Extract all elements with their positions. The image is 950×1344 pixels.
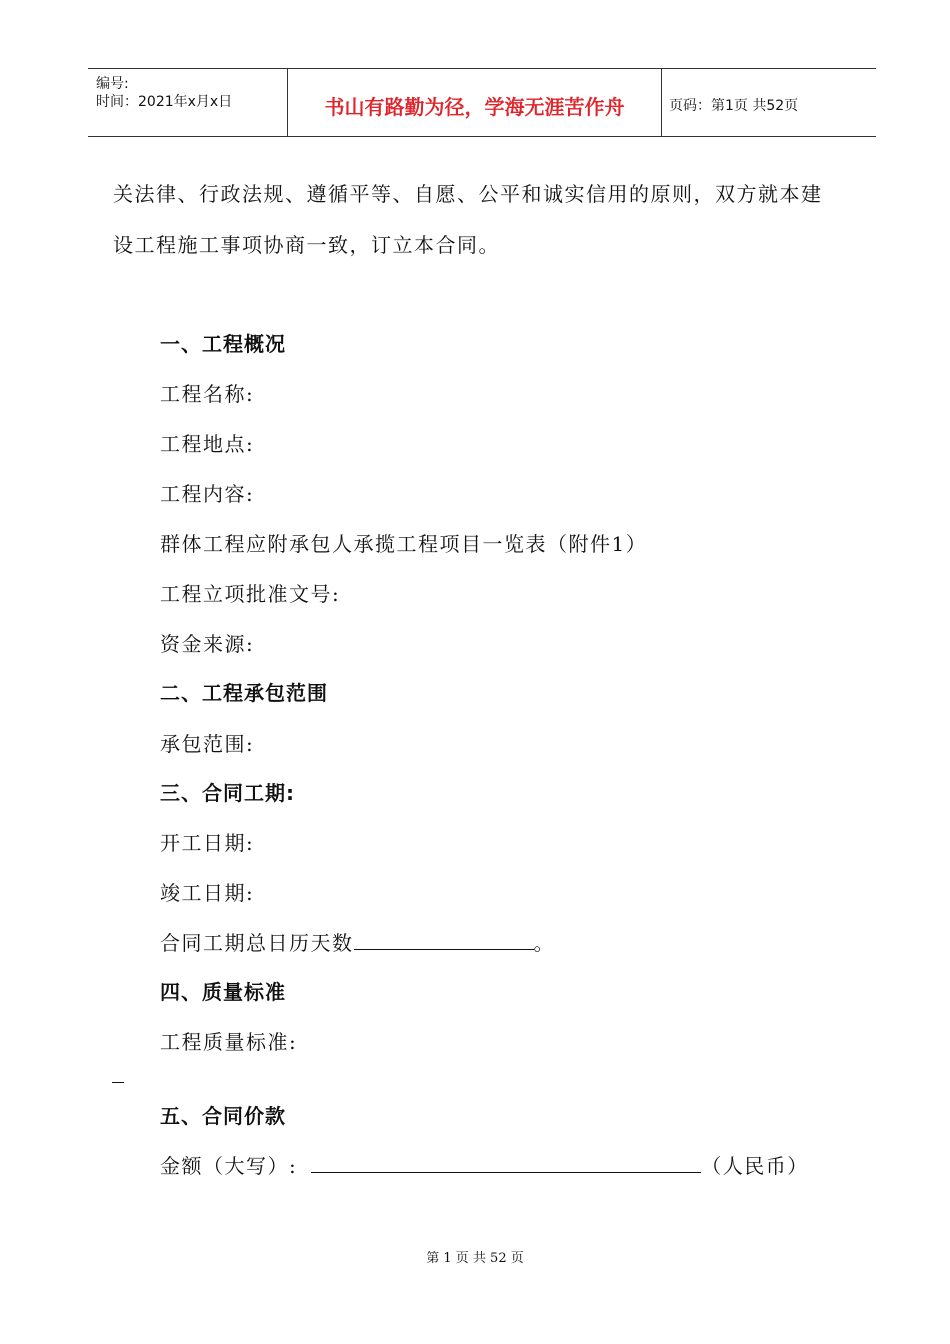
project-content-field: 工程内容: [160,482,255,506]
amount-currency: （人民币） [701,1154,809,1178]
total-days-end: 。 [533,931,555,955]
amount-blank [311,1154,701,1173]
document-date-label: 时间：2021年x月x日 [96,94,233,110]
scope-field: 承包范围: [160,732,255,756]
approval-number-field: 工程立项批准文号: [160,582,341,606]
total-days-blank [354,931,534,950]
amount-line [160,1150,809,1179]
document-header [88,68,876,137]
intro-line-2: 设工程施工事项协商一致，订立本合同。 [113,233,500,257]
header-page-number: 页码：第1页 共52页 [669,98,799,114]
section-2-heading: 二、工程承包范围 [160,681,328,705]
total-days-line [160,927,555,956]
section-3-heading: 三、合同工期: [160,781,295,805]
project-name-field: 工程名称: [160,382,255,406]
group-project-note: 群体工程应附承包人承揽工程项目一览表（附件1） [160,532,648,556]
stray-dash-mark [112,1082,124,1083]
header-page-cell [661,69,876,136]
fund-source-field: 资金来源: [160,632,255,656]
intro-line-1: 关法律、行政法规、遵循平等、自愿、公平和诚实信用的原则，双方就本建 [113,182,823,206]
start-date-field: 开工日期: [160,831,255,855]
header-motto: 书山有路勤为径，学海无涯苦作舟 [324,95,625,119]
page-footer: 第 1 页 共 52 页 [426,1251,524,1266]
header-info-cell [88,69,287,136]
total-days-label: 合同工期总日历天数 [160,931,354,955]
header-motto-cell [287,69,662,136]
section-1-heading: 一、工程概况 [160,332,286,356]
amount-label: 金额（大写）: [160,1154,298,1178]
document-number-label: 编号: [96,76,129,92]
quality-standard-field: 工程质量标准: [160,1030,298,1054]
section-4-heading: 四、质量标准 [160,980,286,1004]
project-location-field: 工程地点: [160,432,255,456]
section-5-heading: 五、合同价款 [160,1104,286,1128]
completion-date-field: 竣工日期: [160,881,255,905]
